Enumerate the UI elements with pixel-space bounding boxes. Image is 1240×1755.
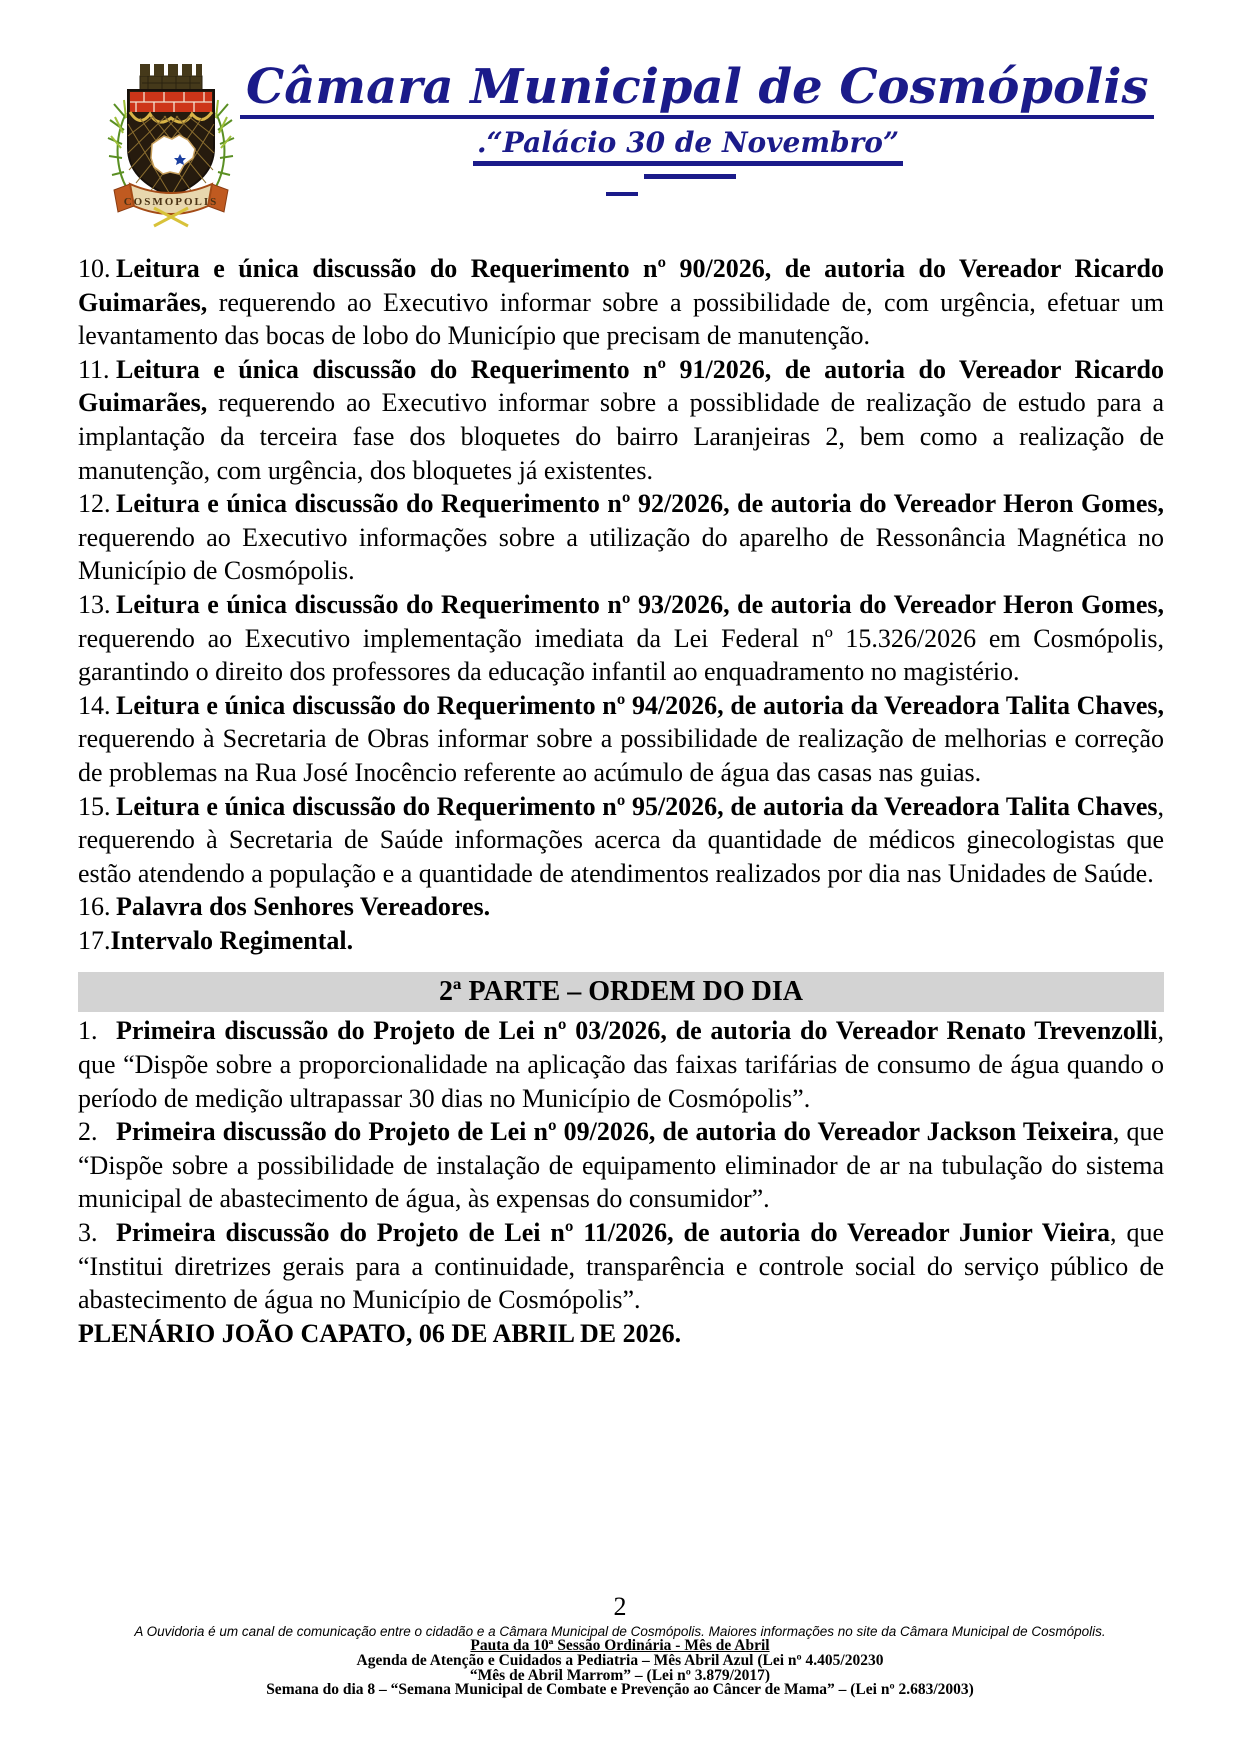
page-title: Câmara Municipal de Cosmópolis — [240, 62, 1154, 119]
footer-semana-line: Semana do dia 8 – “Semana Municipal de Combate e Prevenção ao Câncer de Mama” – (Lei nº 2.683/2003) — [266, 1681, 974, 1699]
item-normal-text: , que “Dispõe sobre a possibilidade de instalação de equipamento eliminador de ar na tubulação do sistema municipal de abastecimento de água, às expensas do consumidor”. — [78, 1117, 1164, 1214]
item-bold-text: Palavra dos Senhores Vereadores. — [116, 892, 491, 922]
document-header — [240, 59, 1149, 196]
brick-band — [130, 92, 212, 112]
page-number: 2 — [613, 1592, 627, 1621]
item-normal-text: , que “Institui diretrizes gerais para a continuidade, transparência e controle social do serviço público de abastecimento de água no Município de Cosmópolis”. — [78, 1218, 1164, 1315]
agenda-item-10 — [78, 252, 1164, 353]
page-subtitle: .“Palácio 30 de Novembro” — [473, 128, 903, 166]
agenda-item-17 — [78, 924, 1164, 958]
footer-agenda-line: Agenda de Atenção e Cuidados a Pediatria – Mês Abril Azul (Lei nº 4.405/20230 — [356, 1651, 884, 1669]
item-normal-text: , que “Dispõe sobre a proporcionalidade na aplicação das faixas tarifárias de consumo de água quando o período de medição ultrapassar 30 dias no Município de Cosmópolis”. — [78, 1016, 1164, 1113]
item-bold-text: Leitura e única discussão do Requerimento nº 94/2026, de autoria da Vereadora Talita Chaves, — [116, 690, 1164, 720]
coat-of-arms-icon — [96, 58, 246, 236]
item-normal-text: requerendo à Secretaria de Obras informar sobre a possibilidade de realização de melhorias e correção de problemas na Rua José Inocêncio referente ao acúmulo de água das casas nas guias. — [78, 724, 1164, 787]
item-normal-text: , requerendo à Secretaria de Saúde informações acerca da quantidade de médicos ginecologistas que estão atendendo a população e a quantidade de atendimentos realizados por dia nas Unidades de Saúde. — [78, 791, 1164, 888]
item-number: 11. — [78, 354, 110, 384]
item-number: 17. — [78, 925, 111, 955]
item-bold-text: Leitura e única discussão do Requerimento nº 93/2026, de autoria do Vereador Heron Gomes, — [116, 589, 1164, 619]
agenda-item-11 — [78, 353, 1164, 487]
item-normal-text: requerendo ao Executivo informar sobre a possiblidade de realização de estudo para a implantação da terceira fase dos bloquetes do bairro Laranjeiras 2, bem como a realização de manutenção, com urgência, dos bloquetes já existentes. — [78, 388, 1164, 485]
item-number: 10. — [78, 254, 111, 283]
item-normal-text: requerendo ao Executivo informar sobre a possibilidade de, com urgência, efetuar um levantamento das bocas de lobo do Município que precisam de manutenção. — [78, 287, 1164, 351]
item-normal-text: requerendo ao Executivo informações sobre a utilização do aparelho de Ressonância Magnética no Município de Cosmópolis. — [78, 522, 1164, 586]
plenary-line: PLENÁRIO JOÃO CAPATO, 06 DE ABRIL DE 2026. — [78, 1318, 682, 1348]
item-normal-text: requerendo ao Executivo implementação imediata da Lei Federal nº 15.326/2026 em Cosmópolis, garantindo o direito dos professores da educação infantil ao enquadramento no magistério. — [78, 623, 1164, 687]
decorative-line-medium — [644, 174, 736, 179]
item-bold-text: Leitura e única discussão do Requerimento nº 90/2026, de autoria do Vereador Ricardo Guimarães, — [78, 254, 1164, 317]
item-bold-text: Primeira discussão do Projeto de Lei nº 09/2026, de autoria do Vereador Jackson Teixeira — [116, 1117, 1113, 1147]
agenda-item-12 — [78, 487, 1164, 588]
ordem-item-2 — [78, 1115, 1164, 1216]
crest-banner-text: COSMOPOLIS — [123, 196, 219, 208]
item-bold-text: Leitura e única discussão do Requerimento nº 92/2026, de autoria do Vereador Heron Gomes, — [116, 489, 1164, 519]
agenda-item-16 — [78, 890, 1164, 924]
footer-ouvidoria-line: A Ouvidoria é um canal de comunicação entre o cidadão e a Câmara Municipal de Cosmópolis. Maiores informações no site da Câmara Municipal de Cosmópolis. — [134, 1624, 1106, 1639]
item-bold-text: Leitura e única discussão do Requerimento nº 91/2026, de autoria do Vereador Ricardo Guimarães, — [78, 354, 1164, 418]
ordem-item-1 — [78, 1014, 1164, 1115]
agenda-item-13 — [78, 588, 1164, 689]
item-number: 14. — [78, 690, 111, 720]
city-crest-logo — [96, 58, 246, 236]
item-number: 1. — [78, 1016, 98, 1046]
item-number: 13. — [78, 589, 111, 619]
item-bold-text: Primeira discussão do Projeto de Lei nº 03/2026, de autoria do Vereador Renato Trevenzolli — [116, 1016, 1158, 1046]
item-number: 2. — [78, 1117, 98, 1147]
item-bold-text: Primeira discussão do Projeto de Lei nº 11/2026, de autoria do Vereador Junior Vieira — [116, 1218, 1111, 1248]
decorative-line-small — [606, 192, 638, 196]
page-footer — [0, 1594, 1240, 1698]
item-number: 16. — [78, 892, 111, 922]
agenda-item-14 — [78, 689, 1164, 790]
ordem-item-3 — [78, 1216, 1164, 1317]
agenda-item-15 — [78, 790, 1164, 891]
section-heading-ordem-do-dia: 2ª PARTE – ORDEM DO DIA — [78, 972, 1164, 1012]
footer-pauta-line: Pauta da 10ª Sessão Ordinária - Mês de Abril — [470, 1637, 770, 1654]
item-number: 3. — [78, 1218, 98, 1248]
item-number: 15. — [78, 791, 111, 821]
crown — [140, 64, 202, 90]
item-bold-text: Intervalo Regimental. — [110, 925, 354, 955]
item-number: 12. — [78, 489, 111, 519]
item-bold-text: Leitura e única discussão do Requerimento nº 95/2026, de autoria da Vereadora Talita Chaves — [116, 791, 1158, 821]
footer-marrom-line: “Mês de Abril Marrom” – (Lei nº 3.879/2017) — [469, 1666, 771, 1684]
agenda-body — [78, 252, 1164, 1350]
